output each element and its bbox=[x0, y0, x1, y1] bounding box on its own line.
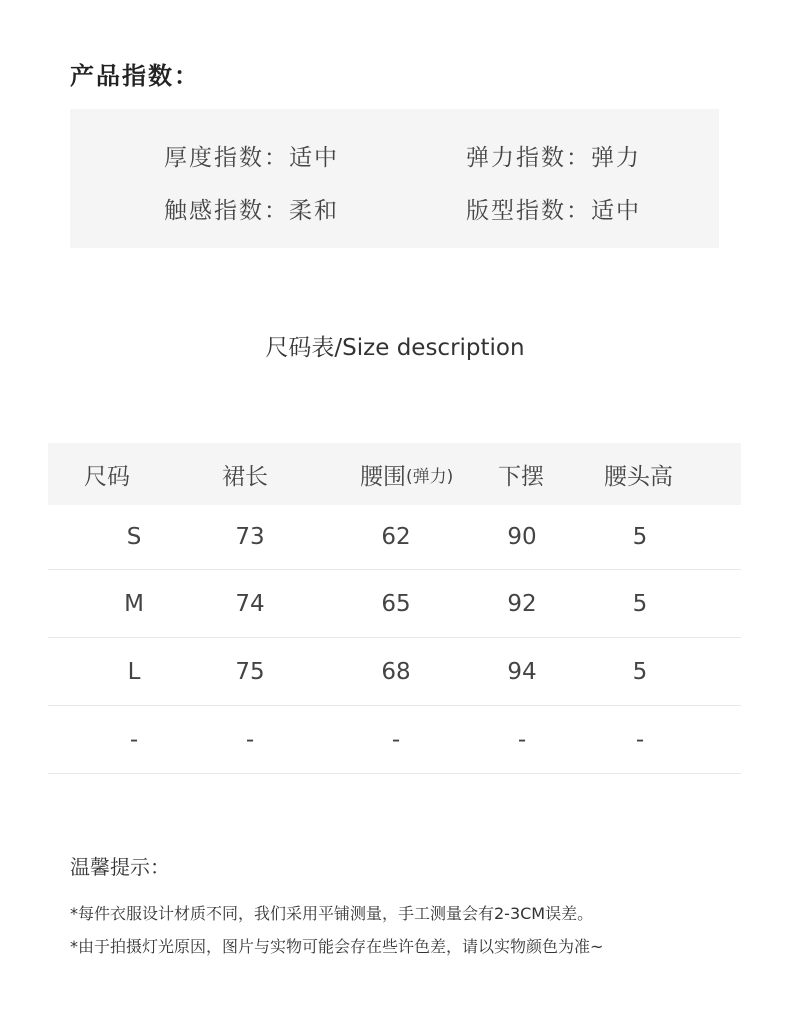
size-table bbox=[48, 443, 741, 774]
header-label: 裙长 bbox=[222, 463, 268, 490]
cell-waist: 62 bbox=[381, 524, 411, 550]
index-value: 柔和 bbox=[289, 198, 339, 224]
product-index-title: 产品指数： bbox=[70, 62, 200, 90]
cell-skirt-length: - bbox=[245, 726, 255, 753]
product-index-panel bbox=[70, 109, 719, 248]
header-label: 下摆 bbox=[498, 463, 544, 490]
cell-waist: 65 bbox=[381, 590, 411, 617]
index-value: 适中 bbox=[289, 145, 339, 171]
index-item-fit bbox=[466, 192, 641, 225]
index-label: 触感指数： bbox=[164, 198, 289, 224]
cell-hem: 90 bbox=[507, 524, 537, 550]
table-header bbox=[48, 443, 741, 505]
index-item-thickness bbox=[164, 139, 339, 172]
index-label: 版型指数： bbox=[466, 198, 591, 224]
table-row bbox=[48, 638, 741, 706]
index-item-elasticity bbox=[466, 139, 641, 172]
cell-waistband-height: 5 bbox=[632, 524, 648, 550]
cell-waist: 68 bbox=[381, 658, 411, 685]
cell-size: L bbox=[127, 658, 141, 685]
table-row bbox=[48, 706, 741, 774]
header-waist bbox=[360, 443, 453, 505]
tip-line: *每件衣服设计材质不同，我们采用平铺测量，手工测量会有2-3CM误差。 bbox=[70, 904, 594, 923]
header-label: 腰围 bbox=[360, 463, 406, 490]
tip-line: *由于拍摄灯光原因，图片与实物可能会存在些许色差，请以实物颜色为准~ bbox=[70, 937, 604, 956]
cell-hem: 94 bbox=[507, 658, 537, 685]
cell-size: S bbox=[126, 524, 142, 550]
header-sublabel: (弹力) bbox=[406, 466, 454, 487]
header-skirt-length bbox=[222, 443, 268, 505]
header-label: 尺码 bbox=[84, 463, 130, 490]
cell-size: - bbox=[129, 726, 139, 753]
cell-hem: - bbox=[517, 726, 527, 753]
cell-waistband-height: 5 bbox=[632, 658, 648, 685]
cell-waistband-height: - bbox=[635, 726, 645, 753]
index-label: 弹力指数： bbox=[466, 145, 591, 171]
cell-skirt-length: 74 bbox=[235, 590, 265, 617]
header-waistband-height bbox=[604, 443, 673, 505]
index-item-touch bbox=[164, 192, 339, 225]
cell-size: M bbox=[124, 590, 144, 617]
table-row bbox=[48, 570, 741, 638]
cell-waistband-height: 5 bbox=[632, 590, 648, 617]
tips-title: 温馨提示： bbox=[70, 855, 170, 879]
header-size bbox=[84, 443, 130, 505]
index-label: 厚度指数： bbox=[164, 145, 289, 171]
table-row bbox=[48, 505, 741, 570]
header-label: 腰头高 bbox=[604, 463, 673, 490]
index-value: 弹力 bbox=[591, 145, 641, 171]
cell-waist: - bbox=[391, 726, 401, 753]
cell-skirt-length: 75 bbox=[235, 658, 265, 685]
index-value: 适中 bbox=[591, 198, 641, 224]
cell-hem: 92 bbox=[507, 590, 537, 617]
size-chart-title: 尺码表/Size description bbox=[265, 335, 525, 361]
header-hem bbox=[498, 443, 544, 505]
cell-skirt-length: 73 bbox=[235, 524, 265, 550]
